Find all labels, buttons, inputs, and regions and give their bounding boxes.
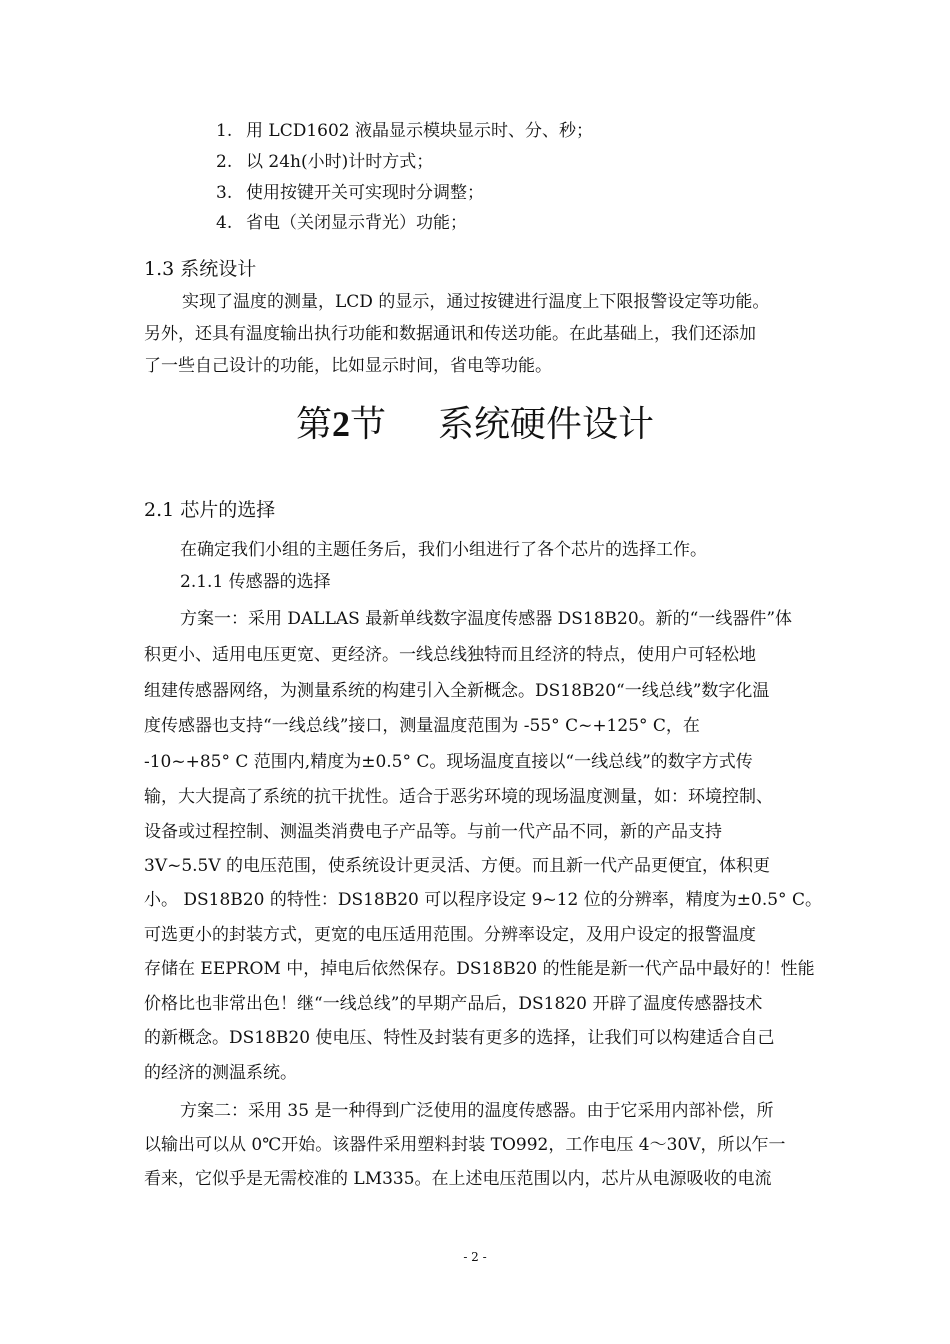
- paragraph-line: -10~+85° C 范围内,精度为±0.5° C。现场温度直接以“一线总线”的数字方式传: [144, 752, 753, 772]
- list-text: 用 LCD1602 液晶显示模块显示时、分、秒；: [246, 121, 593, 141]
- paragraph-line: 实现了温度的测量，LCD 的显示，通过按键进行温度上下限报警设定等功能。: [182, 292, 770, 312]
- chapter-title: 系统硬件设计: [438, 404, 655, 445]
- list-text: 使用按键开关可实现时分调整；: [246, 183, 484, 203]
- paragraph-line: 存储在 EEPROM 中，掉电后依然保存。DS18B20 的性能是新一代产品中最好的！性能: [144, 959, 815, 979]
- paragraph-line: 的新概念。DS18B20 使电压、特性及封装有更多的选择，让我们可以构建适合自己: [144, 1028, 775, 1048]
- paragraph-line: 可选更小的封装方式，更宽的电压适用范围。分辨率设定，及用户设定的报警温度: [144, 925, 756, 945]
- page-number: - 2 -: [463, 1250, 487, 1264]
- paragraph-line: 3V~5.5V 的电压范围，使系统设计更灵活、方便。而且新一代产品更便宜，体积更: [144, 856, 771, 876]
- section-title-2-1: 2.1 芯片的选择: [144, 499, 276, 521]
- list-number: 3.: [216, 183, 233, 203]
- paragraph-line: 价格比也非常出色！继“一线总线”的早期产品后，DS1820 开辟了温度传感器技术: [144, 994, 763, 1014]
- list-item: [216, 118, 593, 144]
- list-item: [216, 149, 433, 175]
- paragraph-line: 了一些自己设计的功能，比如显示时间，省电等功能。: [144, 356, 552, 376]
- section-title-1-3: 1.3 系统设计: [144, 258, 257, 280]
- list-text: 省电（关闭显示背光）功能；: [246, 213, 467, 233]
- chapter-number: 2: [331, 404, 350, 444]
- list-number: 1.: [216, 121, 233, 141]
- paragraph-line: 另外，还具有温度输出执行功能和数据通讯和传送功能。在此基础上，我们还添加: [144, 324, 756, 344]
- paragraph-line: 输，大大提高了系统的抗干扰性。适合于恶劣环境的现场温度测量，如：环境控制、: [144, 787, 773, 807]
- paragraph-line: 方案一：采用 DALLAS 最新单线数字温度传感器 DS18B20。新的“一线器件”体: [180, 609, 793, 629]
- subsection-title-2-1-1: 2.1.1 传感器的选择: [180, 572, 331, 592]
- chapter-heading: [0, 400, 950, 449]
- paragraph-line: 设备或过程控制、测温类消费电子产品等。与前一代产品不同，新的产品支持: [144, 822, 722, 842]
- paragraph-line: 方案二：采用 35 是一种得到广泛使用的温度传感器。由于它采用内部补偿，所: [180, 1101, 774, 1121]
- paragraph-line: 组建传感器网络，为测量系统的构建引入全新概念。DS18B20“一线总线”数字化温: [144, 681, 770, 701]
- paragraph-line: 度传感器也支持“一线总线”接口，测量温度范围为 -55° C~+125° C，在: [144, 716, 700, 736]
- list-number: 2.: [216, 152, 233, 172]
- chapter-prefix: 第: [295, 404, 332, 445]
- list-number: 4.: [216, 213, 233, 233]
- paragraph-line: 小。 DS18B20 的特性：DS18B20 可以程序设定 9~12 位的分辨率，精度为±0.5° C。: [144, 890, 822, 910]
- chapter-suffix: 节: [349, 404, 386, 445]
- paragraph-line: 在确定我们小组的主题任务后，我们小组进行了各个芯片的选择工作。: [180, 540, 707, 560]
- list-text: 以 24h(小时)计时方式；: [246, 152, 434, 172]
- list-item: [216, 180, 484, 206]
- list-item: [216, 210, 467, 236]
- paragraph-line: 积更小、适用电压更宽、更经济。一线总线独特而且经济的特点，使用户可轻松地: [144, 645, 756, 665]
- paragraph-line: 的经济的测温系统。: [144, 1063, 297, 1083]
- paragraph-line: 看来，它似乎是无需校准的 LM335。在上述电压范围以内，芯片从电源吸收的电流: [144, 1169, 772, 1189]
- paragraph-line: 以输出可以从 0℃开始。该器件采用塑料封装 TO992，工作电压 4～30V，所以乍一: [144, 1135, 786, 1155]
